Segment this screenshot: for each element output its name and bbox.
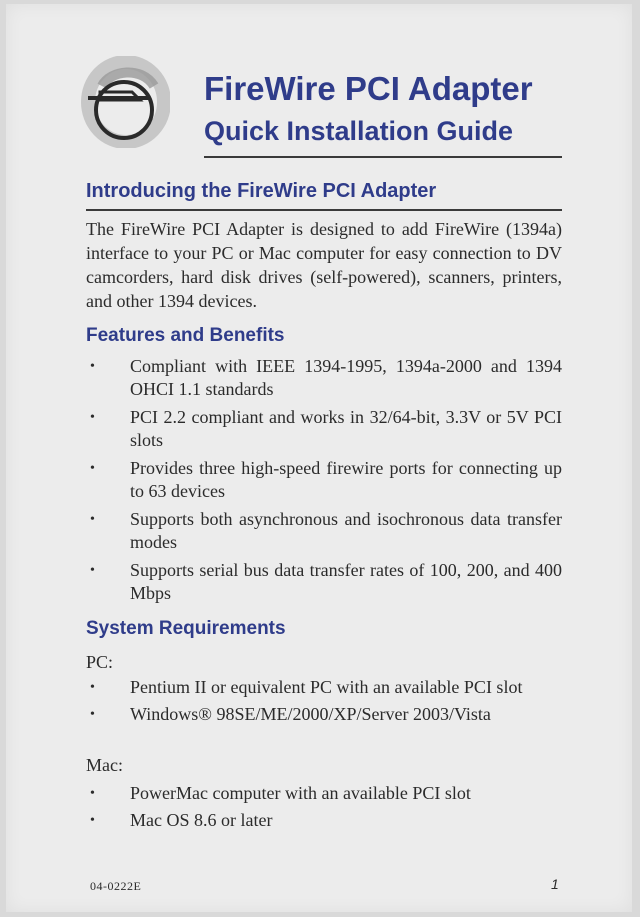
list-item bbox=[86, 703, 562, 726]
feature-text: PCI 2.2 compliant and works in 32/64-bit, 3.3V or 5V PCI slots bbox=[130, 407, 562, 450]
bullet-icon: • bbox=[90, 359, 95, 374]
bullet-icon: • bbox=[90, 512, 95, 527]
list-item bbox=[86, 406, 562, 452]
mac-label: Mac: bbox=[86, 755, 123, 775]
requirements-heading: System Requirements bbox=[86, 618, 286, 639]
bullet-icon: • bbox=[90, 563, 95, 578]
mac-requirements-list bbox=[86, 782, 562, 836]
siig-logo-icon bbox=[80, 56, 170, 148]
feature-text: Supports serial bus data transfer rates of 100, 200, and 400 Mbps bbox=[130, 560, 562, 603]
pc-requirements-list bbox=[86, 676, 562, 730]
document-code: 04-0222E bbox=[90, 879, 142, 893]
feature-text: Provides three high-speed firewire ports for connecting up to 63 devices bbox=[130, 458, 562, 501]
list-item bbox=[86, 809, 562, 832]
list-item bbox=[86, 559, 562, 605]
intro-paragraph: The FireWire PCI Adapter is designed to add FireWire (1394a) interface to your PC or Mac computer for easy connection to DV camcorders, hard disk drives (self-powered), scanners, printers, and other 1394 devices. bbox=[86, 219, 562, 311]
pc-label: PC: bbox=[86, 652, 114, 672]
bullet-icon: • bbox=[90, 410, 95, 425]
features-list bbox=[86, 355, 562, 610]
list-item bbox=[86, 457, 562, 503]
bullet-icon: • bbox=[90, 786, 95, 801]
list-item bbox=[86, 508, 562, 554]
feature-text: Compliant with IEEE 1394-1995, 1394a-2000 and 1394 OHCI 1.1 standards bbox=[130, 356, 562, 399]
bullet-icon: • bbox=[90, 813, 95, 828]
list-item bbox=[86, 676, 562, 699]
title-divider bbox=[204, 156, 562, 158]
document-page bbox=[6, 4, 632, 912]
list-item bbox=[86, 355, 562, 401]
page-number: 1 bbox=[551, 876, 559, 892]
list-item bbox=[86, 782, 562, 805]
requirement-text: Pentium II or equivalent PC with an available PCI slot bbox=[130, 677, 523, 697]
page-title: FireWire PCI Adapter bbox=[204, 70, 533, 107]
bullet-icon: • bbox=[90, 461, 95, 476]
intro-divider bbox=[86, 209, 562, 211]
bullet-icon: • bbox=[90, 707, 95, 722]
requirement-text: Mac OS 8.6 or later bbox=[130, 810, 273, 830]
requirement-text: Windows® 98SE/ME/2000/XP/Server 2003/Vista bbox=[130, 704, 491, 724]
features-heading: Features and Benefits bbox=[86, 325, 285, 346]
intro-heading: Introducing the FireWire PCI Adapter bbox=[86, 180, 437, 202]
bullet-icon: • bbox=[90, 680, 95, 695]
feature-text: Supports both asynchronous and isochronous data transfer modes bbox=[130, 509, 562, 552]
requirement-text: PowerMac computer with an available PCI slot bbox=[130, 783, 471, 803]
page-subtitle: Quick Installation Guide bbox=[204, 116, 514, 146]
